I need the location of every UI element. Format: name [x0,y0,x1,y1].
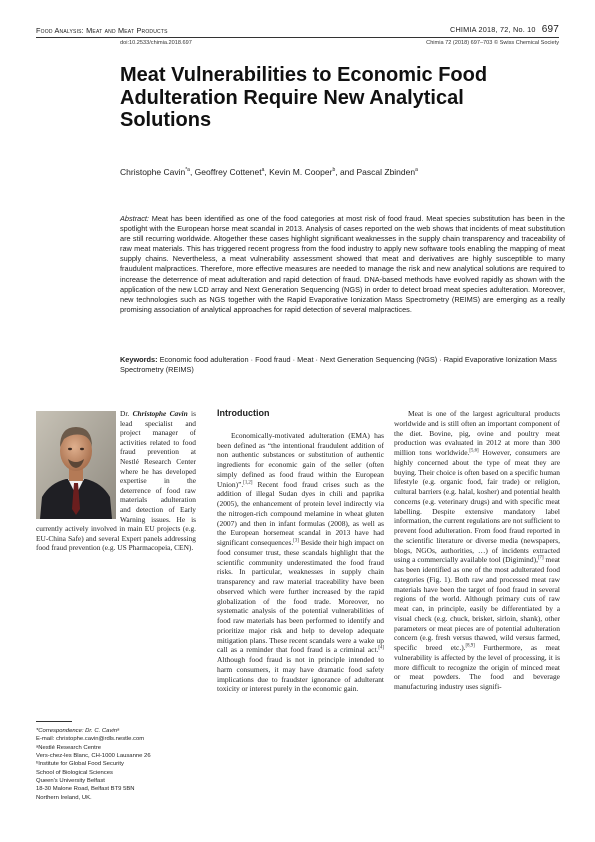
author-name: Kevin M. Cooper [269,167,333,177]
author-affiliation-mark: a [261,167,265,174]
keywords [120,355,560,375]
page-number: 697 [541,24,559,35]
article-title: Meat Vulnerabilities to Economic Food Adulteration Require New Analytical Solutions [120,64,488,131]
author-affiliation-mark: *a [185,167,190,174]
correspondence-line: Northern Ireland, UK. [36,794,92,801]
author-affiliation-mark: a [415,167,418,174]
body-text: Recent food fraud crises such as the addition of illegal Sudan dyes in chili and paprika (2005), the enhancement of protein level indirectly via the nitrogen-rich compound melamine in wheat gluten (2007) and then in infant formulas (2008), as well as the European horsemeat scandal in 2013 have had significant consequences. [217,479,384,547]
doi: doi:10.2533/chimia.2018.697 [120,40,192,46]
abstract-label: Abstract: [120,214,149,223]
correspondence-line: ᵇInstitute for Global Food Security [36,761,125,768]
abstract [120,214,565,315]
author-name: Pascal Zbinden [356,167,416,177]
section-heading: Introduction [217,408,270,418]
introduction-column [217,409,384,694]
body-text: However, consumers are highly concerned about the type of meat they are buying. Their choice is often based on a specific human lifestyle (e.g. organic food, fair trade) or religion, cultural barriers (e.g. halal, kosher) and potential health concerns (e.g. veterinary drugs) and with specific meat labelling. Despite extensive mandatory label information, the current regulations are not sufficient to prevent food adulteration. From food fraud reported in the scientific literature or diverse media (newspapers, blogs, NGOs, authorities, …) of incidents extracted using a commercially available tool (Digimind), [394,448,560,565]
author-affiliation-mark: b [332,167,336,174]
correspondence-line: *Correspondence: Dr. C. Cavinᵃ [36,728,120,734]
journal-issue [450,24,559,35]
correspondence-line: Vers-chez-les Blanc, CH-1000 Lausanne 26 [36,753,151,760]
citation-ref: [4] [378,645,384,651]
correspondence-line: Queen's University Belfast [36,778,105,785]
body-text: Beside their high impact on food consumer trust, these scandals highlight that the scientific community underestimated the food fraud risks. In particular, weaknesses in supply chain transparency and raw material traceability have been observed which were further increased by the rapid globalization of the food trade. Moreover, no systematic analysis of the potential vulnerabilities of food raw materials has been performed to identify and prioritize major risk and help to develop adequate mitigation plans. These recent scandals were a wake up call as a reminder that food fraud is a criminal act. [217,538,384,655]
author-separator: , [264,167,270,177]
correspondence-rule [36,721,72,722]
citation-ref: [1,2] [243,480,253,486]
author-name: Christophe Cavin [120,167,186,177]
bio-prefix: Dr. [120,409,130,418]
citation-ref: [7] [537,555,544,561]
keywords-label: Keywords: [120,355,158,364]
body-text: Meat is one of the largest agricultural products worldwide and is still often an important component of the diet. Bovine, pig, ovine and poultry meat production was evaluated in 2012 at more than 300 million tons worldwide. [394,409,560,457]
body-text: Economically-motivated adulteration (EMA) has been defined as “the intentional fraudulent addition of non authentic substances or substitution of authentic ingredients for economic gain of the seller (often simply defined as food fraud within the European Union)”. [217,430,384,489]
author-name: Geoffrey Cottenet [194,167,262,177]
citation-ref: [3] [293,538,299,544]
author-list [120,167,418,177]
bio-text: is lead specialist and project manager of activities related to food fraud prevention at Nestlé Research Center where he has developed expertise in the deterrence of food raw materials adulteration and detection of Early Warning issues. He is currently actively involved in main EU projects (e.g. EU-China Safe) and several Expert panels addressing food fraud prevention (e.g. US Pharmacopeia, CEN). [36,409,196,553]
body-text: Furthermore, as meat vulnerability is affected by the level of processing, it is more difficult to recognize the origin of minced meat or meat powders. The food and beverage manufacturing industry uses signifi- [394,643,560,691]
citation: Chimia 72 (2018) 697–703 © Swiss Chemical Society [426,40,559,46]
correspondence-line: ᵃNestlé Research Centre [36,744,102,751]
author-separator: , [189,167,195,177]
citation-ref: [5,6] [469,448,479,454]
correspondence-line: 18-30 Malone Road, Belfast BT9 5BN [36,786,135,793]
correspondence-line: E-mail: christophe.cavin@rdls.nestle.com [36,736,145,743]
header-rule [36,37,559,38]
author-separator: , and [335,167,357,177]
body-paragraph [394,409,560,692]
running-head [36,24,559,36]
body-text: Although food fraud is not in principle intended to harm consumers, it may have dramatic food safety implications due to fraudster ignorance of adulterant toxicity or interest purely in the economic gain. [217,655,384,694]
bio-name: Christophe Cavin [132,409,188,418]
body-paragraph [217,431,384,694]
right-column [394,409,560,692]
keywords-text: Economic food adulteration · Food fraud · Meat · Next Generation Sequencing (NGS) · Rapid Evaporative Ionization Mass Spectrometry (REIMS) [120,355,557,375]
correspondence-line: School of Biological Sciences [36,769,113,776]
correspondence [36,727,196,802]
author-photo [36,411,116,519]
journal-issue-text: CHIMIA 2018, 72, No. 10 [449,25,536,34]
body-text: meat has been identified as one of the most adulterated food categories (Fig. 1). Both raw and processed meat raw materials have been the target of food fraud in several regions of the world. Although primary cuts of raw meat can, in principle, easily be differentiated by a visual check (e.g. chuck, brisket, sirloin, shank), other parameters or meat pieces are of potential adulteration concern (e.g. fresh versus thawed, wild versus farmed, specific breed etc.). [394,555,560,652]
citation-ref: [8,9] [465,643,475,649]
abstract-text: Meat has been identified as one of the food categories at most risk of food fraud. Meat species substitution has been in the spotlight with the European horse meat scandal in 2013. Analysis of cases reported on the web shows that incidents of meat substitution are still recurring worldwide. Altogether these cases highlight significant weaknesses in the supply chain transparency and traceability of raw meat materials. This has triggered recent progress from the food industry to apply new software tools enabling the mapping of meat supply chains. Nevertheless, a meat vulnerability assessment showed that meat and derivatives are highly susceptible to many fraudulent malpractices. Therefore, more effective measures are needed to manage the risk and new analytical solutions are required to increase the deterrence of meat adulteration and rapid detection of fraud. DNA-based methods have evolved rapidly as shown with the application of the new LCD array and Next Generation Sequencing (NGS) in order to detect broad meat species adulteration. Moreover, new technologies such as NGS together with the Rapid Evaporative Ionization Mass Spectrometry (REIMS) are emerging as a really promising association of analytical approaches for rapid detection of several malpractices. [120,214,565,314]
section-title: Food Analysis: Meat and Meat Products [36,26,168,35]
